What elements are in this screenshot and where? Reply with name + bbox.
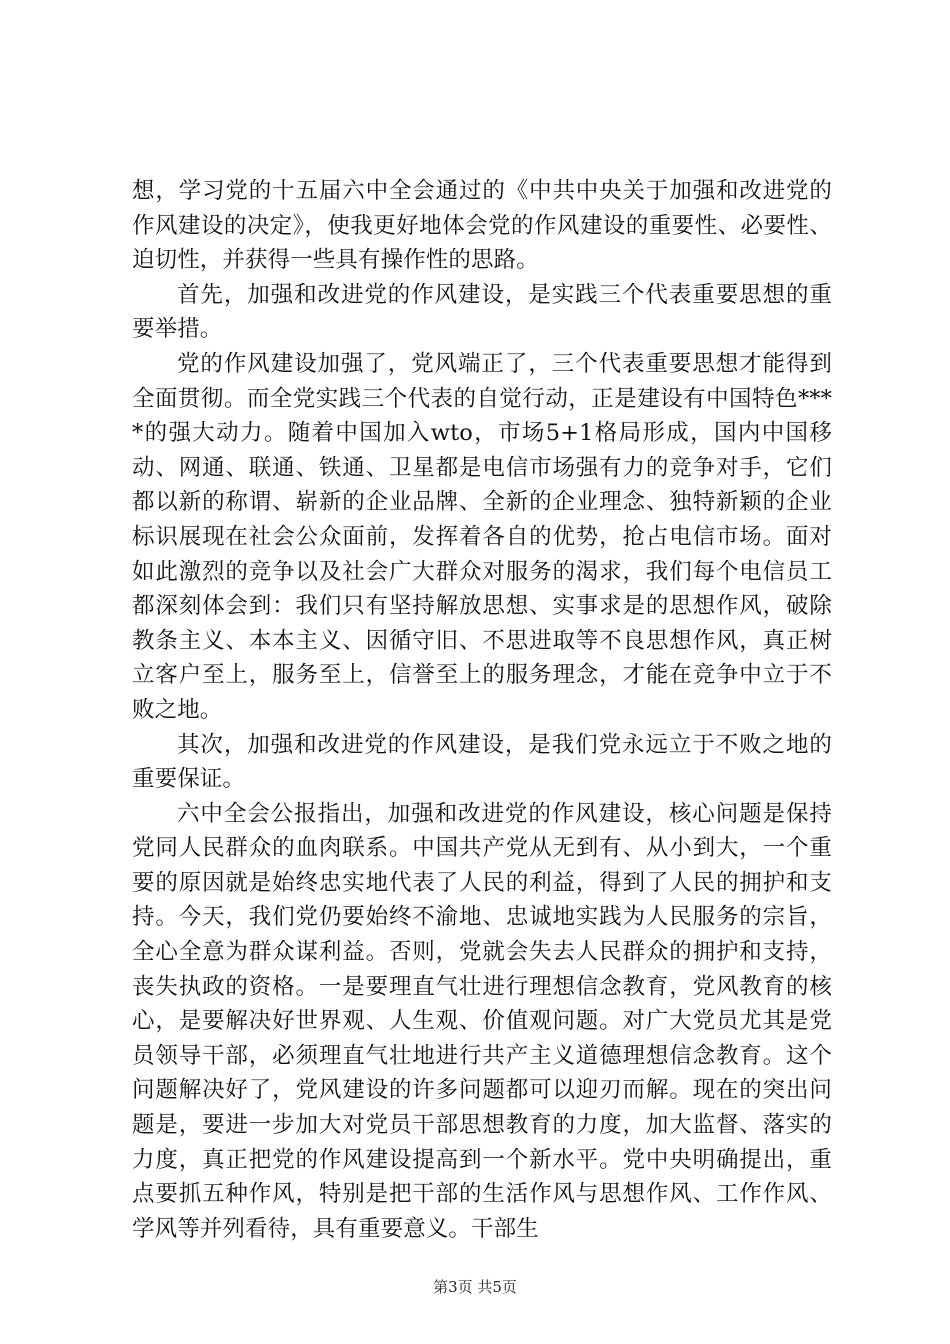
paragraph-second-point: 其次，加强和改进党的作风建设，是我们党永远立于不败之地的重要保证。: [132, 731, 832, 793]
page-footer: [0, 1277, 950, 1297]
paragraph-second-point-body: 六中全会公报指出，加强和改进党的作风建设，核心问题是保持党同人民群众的血肉联系。中国共产党从无到有、从小到大，一个重要的原因就是始终忠实地代表了人民的利益，得到了人民的拥护和支持。今天，我们党仍要始终不渝地、忠诚地实践为人民服务的宗旨，全心全意为群众谋利益。否则，党就会失去人民群众的拥护和支持，丧失执政的资格。一是要理直气壮进行理想信念教育，党风教育的核心，是要解决好世界观、人生观、价值观问题。对广大党员尤其是党员领导干部，必须理直气壮地进行共产主义道德理想信念教育。这个问题解决好了，党风建设的许多问题都可以迎刃而解。现在的突出问题是，要进一步加大对党员干部思想教育的力度，加大监督、落实的力度，真正把党的作风建设提高到一个新水平。党中央明确提出，重点要抓五种作风，特别是把干部的生活作风与思想作风、工作作风、学风等并列看待，具有重要意义。干部生: [132, 800, 832, 1242]
paragraph-first-point: 首先，加强和改进党的作风建设，是实践三个代表重要思想的重要举措。: [132, 281, 832, 343]
document-body: [132, 174, 832, 1246]
paragraph-continuation: 想，学习党的十五届六中全会通过的《中共中央关于加强和改进党的作风建设的决定》，使我更好地体会党的作风建设的重要性、必要性、迫切性，并获得一些具有操作性的思路。: [132, 178, 832, 274]
page-number-label: 第3页 共5页: [433, 1278, 517, 1296]
paragraph-first-point-body: 党的作风建设加强了，党风端正了，三个代表重要思想才能得到全面贯彻。而全党实践三个代表的自觉行动，正是建设有中国特色****的强大动力。随着中国加入wto，市场5+1格局形成，国内中国移动、网通、联通、铁通、卫星都是电信市场强有力的竞争对手，它们都以新的称谓、崭新的企业品牌、全新的企业理念、独特新颖的企业标识展现在社会公众面前，发挥着各自的优势，抢占电信市场。面对如此激烈的竞争以及社会广大群众对服务的渴求，我们每个电信员工都深刻体会到：我们只有坚持解放思想、实事求是的思想作风，破除教条主义、本本主义、因循守旧、不思进取等不良思想作风，真正树立客户至上，服务至上，信誉至上的服务理念，才能在竞争中立于不败之地。: [132, 350, 832, 723]
